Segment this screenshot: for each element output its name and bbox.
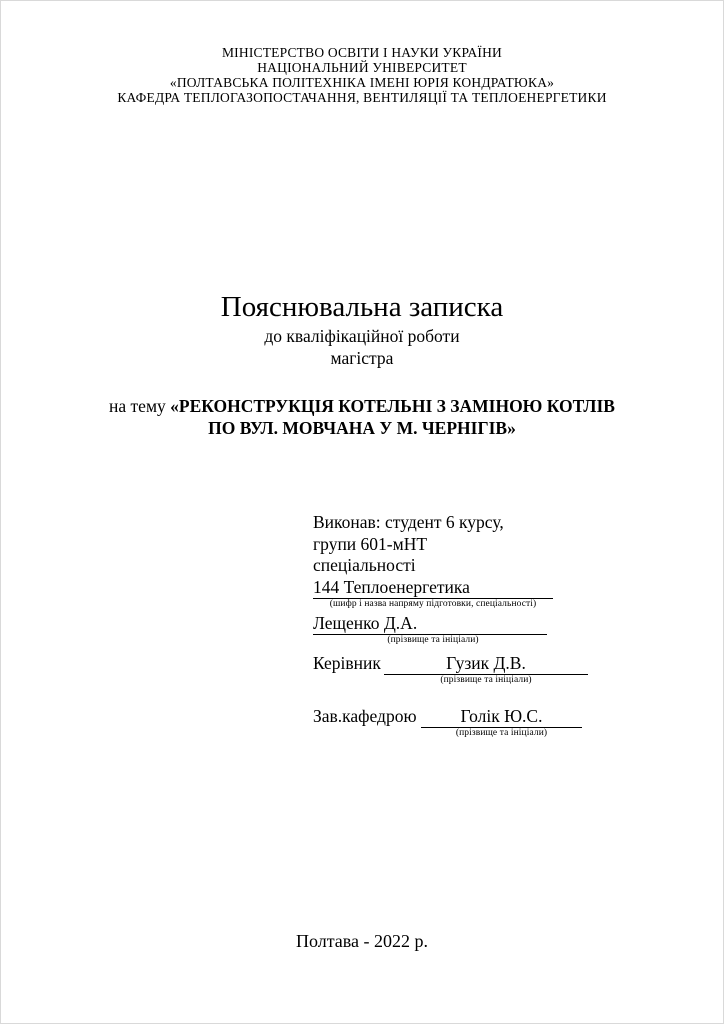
executor-block <box>313 512 553 649</box>
theme-line-2 <box>1 417 723 439</box>
institution-header <box>1 45 723 105</box>
supervisor-caption: (прізвище та ініціали) <box>440 675 532 685</box>
header-ministry-line: МІНІСТЕРСТВО ОСВІТИ І НАУКИ УКРАЇНИ <box>221 45 503 60</box>
executor-name-caption: (прізвище та ініціали) <box>387 635 479 645</box>
document-title: Пояснювальна записка <box>220 291 504 323</box>
theme-title-part-2: ПО ВУЛ. МОВЧАНА У М. ЧЕРНІГІВ» <box>208 418 516 438</box>
department-head-label: Зав.кафедрою <box>313 706 417 726</box>
thesis-theme-block <box>1 395 723 439</box>
department-head-signature-field <box>421 705 582 740</box>
executor-name-field: Лещенко Д.А. <box>313 613 547 636</box>
department-head-row <box>313 705 582 740</box>
document-subtitle: до кваліфікаційної роботи <box>264 326 460 346</box>
theme-prefix: на тему <box>109 396 171 416</box>
executor-line-1: Виконав: студент 6 курсу, <box>313 512 504 532</box>
degree-level: магістра <box>330 348 394 368</box>
document-title-block <box>1 289 723 369</box>
city-year-footer: Полтава - 2022 р. <box>295 931 429 951</box>
supervisor-name: Гузик Д.В. <box>384 652 588 675</box>
executor-line-2: групи 601-мНТ <box>313 533 428 554</box>
department-head-caption: (прізвище та ініціали) <box>455 728 548 738</box>
department-head-name: Голік Ю.С. <box>421 705 582 728</box>
header-university-line: НАЦІОНАЛЬНИЙ УНІВЕРСИТЕТ <box>257 60 467 75</box>
executor-line-3: спеціальності <box>313 555 416 575</box>
theme-title-part-1: «РЕКОНСТРУКЦІЯ КОТЕЛЬНІ З ЗАМІНОЮ КОТЛІВ <box>170 396 615 416</box>
supervisor-label: Керівник <box>313 653 381 673</box>
header-department-line: КАФЕДРА ТЕПЛОГАЗОПОСТАЧАННЯ, ВЕНТИЛЯЦІЇ ТА ТЕПЛОЕНЕРГЕТИКИ <box>117 90 607 105</box>
specialty-field: 144 Теплоенергетика <box>313 577 553 600</box>
specialty-caption: (шифр і назва напряму підготовки, спеціальності) <box>329 599 537 609</box>
supervisor-signature-field <box>384 652 588 687</box>
supervisor-row <box>313 652 588 687</box>
theme-line-1 <box>1 395 723 417</box>
header-university-name-line: «ПОЛТАВСЬКА ПОЛІТЕХНІКА ІМЕНІ ЮРІЯ КОНДРАТЮКА» <box>169 75 555 90</box>
